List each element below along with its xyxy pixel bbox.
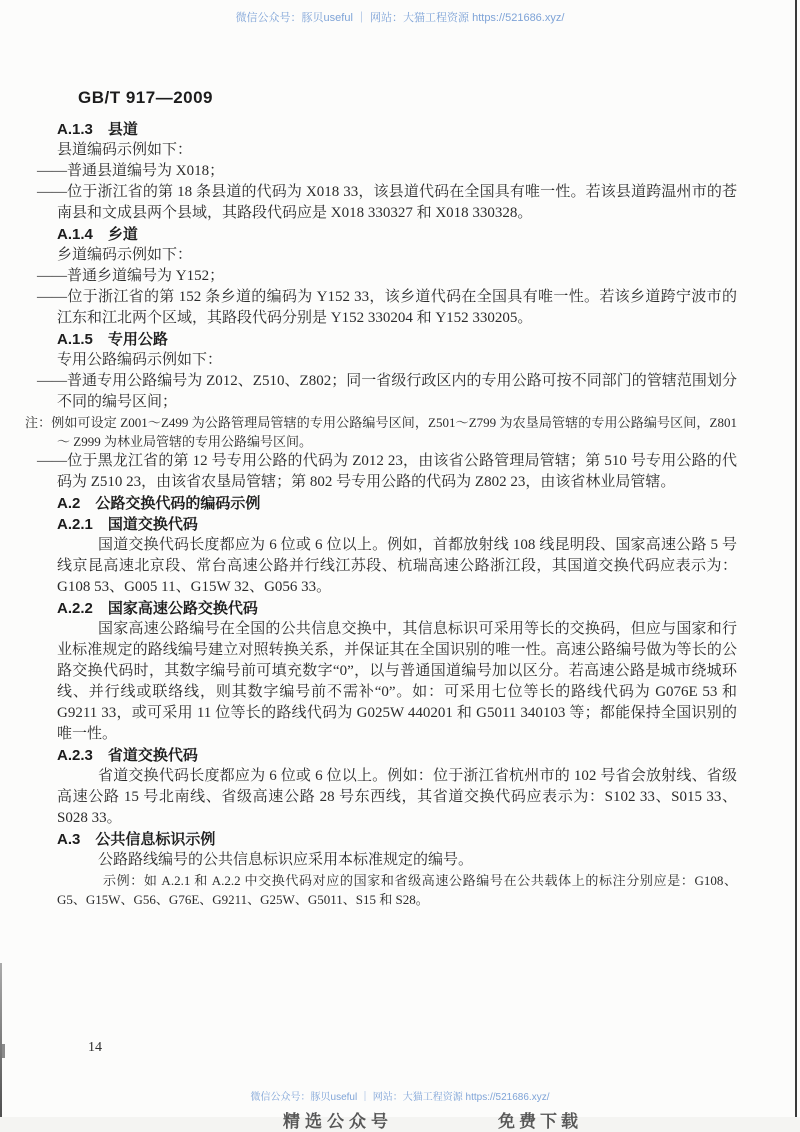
heading-a-1-4: A.1.4 乡道 <box>57 226 138 243</box>
paragraph-national-code: 国道交换代码长度都应为 6 位或 6 位以上。例如，首都放射线 108 线昆明段、国家高速公路 5 号线京昆高速北京段、常台高速公路并行线江苏段、杭瑞高速公路浙江段，其国道交换代码应表示为：G108 53、G005 11、G15W 32、G056 33。 <box>57 537 737 595</box>
heading-a-2-1: A.2.1 国道交换代码 <box>57 516 198 533</box>
heading-a-3: A.3 公共信息标识示例 <box>57 831 216 848</box>
heading-a-2: A.2 公路交换代码的编码示例 <box>57 495 261 512</box>
cutoff-footer-text <box>0 1107 800 1131</box>
paragraph-provincial-code: 省道交换代码长度都应为 6 位或 6 位以上。例如：位于浙江省杭州市的 102 号省会放射线、省级高速公路 15 号北南线、省级高速公路 28 号东西线，其省道交换代码应表示为：S102 33、S015 33、S028 33。 <box>57 768 737 826</box>
intro-township-road: 乡道编码示例如下： <box>57 247 193 263</box>
note-special-road: 注：例如可设定 Z001～Z499 为公路管理局管辖的专用公路编号区间，Z501～Z799 为农垦局管辖的专用公路编号区间，Z801～ Z999 为林业局管辖的专用公路编号区间。 <box>25 415 737 449</box>
heading-a-2-2: A.2.2 国家高速公路交换代码 <box>57 600 258 617</box>
intro-county-road: 县道编码示例如下： <box>57 142 193 158</box>
watermark-bottom: 微信公众号：豚贝useful ｜ 网站：大猫工程资源 https://521686.xyz/ <box>250 1092 550 1103</box>
heading-a-2-3: A.2.3 省道交换代码 <box>57 747 198 764</box>
scan-edge-mark <box>2 1044 5 1058</box>
standard-number: GB/T 917—2009 <box>78 88 214 107</box>
paragraph-expressway-code: 国家高速公路编号在全国的公共信息交换中，其信息标识可采用等长的交换码，但应与国家和行业标准规定的路线编号建立对照转换关系，并保证其在全国识别的唯一性。高速公路编号做为等长的公路交换代码时，其数字编号前可填充数字“0”，以与普通国道编号加以区分。若高速公路是城市绕城环线、并行线或联络线，则其数字编号前不需补“0”。如：可采用七位等长的路线代码为 G076E 53 和 G9211 33，或可采用 11 位等长的路线代码为 G025W 440201 和 G5011 340103 等；都能保持全国识别的唯一性。 <box>57 621 737 742</box>
scan-edge-right <box>795 0 797 1117</box>
list-item-township-2: ——位于浙江省的第 152 条乡道的编码为 Y152 33，该乡道代码在全国具有唯一性。若该乡道跨宁波市的江东和江北两个区域，其路段代码分别是 Y152 330204 和 Y152 330205。 <box>37 289 737 326</box>
intro-special-road: 专用公路编码示例如下： <box>57 352 223 368</box>
heading-a-1-5: A.1.5 专用公路 <box>57 331 168 348</box>
cutoff-footer-left: 精选公众号 <box>283 1112 393 1131</box>
list-item-county-1: ——普通县道编号为 X018； <box>37 163 225 179</box>
heading-a-1-3: A.1.3 县道 <box>57 121 138 138</box>
list-item-special-2: ——位于黑龙江省的第 12 号专用公路的代码为 Z012 23，由该省公路管理局管辖；第 510 号专用公路的代码为 Z510 23，由该省农垦局管辖；第 802 号专用公路的代码为 Z802 23，由该省林业局管辖。 <box>37 453 737 490</box>
scan-edge-left <box>0 963 2 1117</box>
watermark-top: 微信公众号：豚贝useful ｜ 网站：大猫工程资源 https://521686.xyz/ <box>235 12 565 24</box>
list-item-special-1: ——普通专用公路编号为 Z012、Z510、Z802；同一省级行政区内的专用公路可按不同部门的管辖范围划分不同的编号区间； <box>37 373 737 410</box>
document-body <box>25 119 737 909</box>
example-public-info: 示例：如 A.2.1 和 A.2.2 中交换代码对应的国家和省级高速公路编号在公共载体上的标注分别应是：G108、G5、G15W、G56、G76E、G9211、G25W、G5011、S15 和 S28。 <box>57 873 737 907</box>
list-item-county-2: ——位于浙江省的第 18 条县道的代码为 X018 33，该县道代码在全国具有唯一性。若该县道跨温州市的苍南县和文成县两个县域，其路段代码应是 X018 330327 和 X018 330328。 <box>37 184 737 221</box>
page-number: 14 <box>88 1040 102 1055</box>
cutoff-footer-right: 免费下载 <box>498 1112 582 1131</box>
paragraph-public-info: 公路路线编号的公共信息标识应采用本标准规定的编号。 <box>98 852 474 868</box>
list-item-township-1: ——普通乡道编号为 Y152； <box>37 268 225 284</box>
